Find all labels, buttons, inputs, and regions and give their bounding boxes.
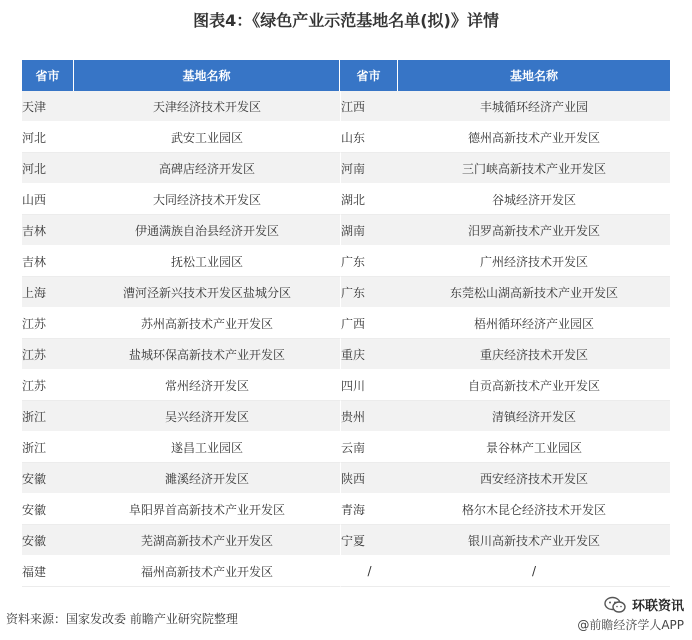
cell-province: 天津 <box>22 91 74 122</box>
cell-base-name-2: 三门峡高新技术产业开发区 <box>398 153 670 184</box>
cell-province-2: 广东 <box>340 277 398 308</box>
cell-province-2: 江西 <box>340 91 398 122</box>
table-row <box>22 277 670 308</box>
cell-province-2: 青海 <box>340 494 398 525</box>
page-title: 图表4：《绿色产业示范基地名单(拟)》详情 <box>193 11 499 30</box>
table-row <box>22 556 670 587</box>
brand-watermark <box>577 595 684 633</box>
cell-base-name: 盐城环保高新技术产业开发区 <box>74 339 340 370</box>
cell-base-name-2: 德州高新技术产业开发区 <box>398 122 670 153</box>
header-base-name-2: 基地名称 <box>398 60 670 91</box>
cell-base-name: 高碑店经济开发区 <box>74 153 340 184</box>
cell-base-name: 苏州高新技术产业开发区 <box>74 308 340 339</box>
table-row <box>22 463 670 494</box>
table-row <box>22 122 670 153</box>
table-header-row <box>22 60 670 91</box>
cell-province-2: 山东 <box>340 122 398 153</box>
cell-province: 浙江 <box>22 401 74 432</box>
cell-base-name-2: 清镇经济开发区 <box>398 401 670 432</box>
table-row <box>22 432 670 463</box>
cell-province: 上海 <box>22 277 74 308</box>
cell-province: 江苏 <box>22 339 74 370</box>
brand-account <box>577 595 684 614</box>
cell-province-2: 广西 <box>340 308 398 339</box>
table-row <box>22 401 670 432</box>
cell-province-2: 四川 <box>340 370 398 401</box>
cell-province: 河北 <box>22 153 74 184</box>
cell-base-name-2: 谷城经济开发区 <box>398 184 670 215</box>
cell-province: 浙江 <box>22 432 74 463</box>
table-body <box>22 91 670 587</box>
cell-province-2: 宁夏 <box>340 525 398 556</box>
cell-base-name-2: 景谷林产工业园区 <box>398 432 670 463</box>
cell-base-name: 天津经济技术开发区 <box>74 91 340 122</box>
cell-base-name-2: 自贡高新技术产业开发区 <box>398 370 670 401</box>
cell-province-2: 陕西 <box>340 463 398 494</box>
cell-base-name: 漕河泾新兴技术开发区盐城分区 <box>74 277 340 308</box>
cell-province-2: 广东 <box>340 246 398 277</box>
cell-province-2: 贵州 <box>340 401 398 432</box>
cell-base-name-2: 东莞松山湖高新技术产业开发区 <box>398 277 670 308</box>
cell-province-2: 重庆 <box>340 339 398 370</box>
brand-app: @前瞻经济学人APP <box>577 618 684 632</box>
cell-province-2: / <box>340 556 398 587</box>
cell-base-name: 芜湖高新技术产业开发区 <box>74 525 340 556</box>
cell-province: 安徽 <box>22 494 74 525</box>
cell-base-name: 吴兴经济开发区 <box>74 401 340 432</box>
cell-base-name-2: 汨罗高新技术产业开发区 <box>398 215 670 246</box>
cell-province: 安徽 <box>22 525 74 556</box>
source-note: 资料来源：国家发改委 前瞻产业研究院整理 <box>6 612 238 626</box>
cell-province-2: 云南 <box>340 432 398 463</box>
cell-province: 福建 <box>22 556 74 587</box>
cell-base-name-2: 西安经济技术开发区 <box>398 463 670 494</box>
cell-base-name: 抚松工业园区 <box>74 246 340 277</box>
cell-province: 江苏 <box>22 308 74 339</box>
cell-province: 安徽 <box>22 463 74 494</box>
cell-base-name-2: 丰城循环经济产业园 <box>398 91 670 122</box>
cell-province-2: 湖南 <box>340 215 398 246</box>
cell-province: 吉林 <box>22 215 74 246</box>
cell-base-name: 武安工业园区 <box>74 122 340 153</box>
header-province-2: 省市 <box>340 60 398 91</box>
cell-province: 河北 <box>22 122 74 153</box>
cell-base-name: 伊通满族自治县经济开发区 <box>74 215 340 246</box>
cell-province: 吉林 <box>22 246 74 277</box>
cell-base-name-2: 格尔木昆仑经济技术开发区 <box>398 494 670 525</box>
cell-base-name-2: 银川高新技术产业开发区 <box>398 525 670 556</box>
wechat-icon <box>604 596 626 614</box>
cell-base-name: 大同经济技术开发区 <box>74 184 340 215</box>
table-row <box>22 494 670 525</box>
cell-province-2: 湖北 <box>340 184 398 215</box>
cell-base-name: 遂昌工业园区 <box>74 432 340 463</box>
table-row <box>22 370 670 401</box>
table-row <box>22 339 670 370</box>
cell-province-2: 河南 <box>340 153 398 184</box>
table-row <box>22 525 670 556</box>
header-province: 省市 <box>22 60 74 91</box>
cell-base-name-2: 重庆经济技术开发区 <box>398 339 670 370</box>
base-list-table <box>22 60 670 587</box>
cell-base-name: 阜阳界首高新技术产业开发区 <box>74 494 340 525</box>
table-row <box>22 184 670 215</box>
cell-base-name-2: 广州经济技术开发区 <box>398 246 670 277</box>
cell-base-name: 濉溪经济开发区 <box>74 463 340 494</box>
table-row <box>22 91 670 122</box>
table-row <box>22 153 670 184</box>
cell-province: 江苏 <box>22 370 74 401</box>
cell-base-name-2: / <box>398 556 670 587</box>
cell-base-name-2: 梧州循环经济产业园区 <box>398 308 670 339</box>
cell-base-name: 常州经济开发区 <box>74 370 340 401</box>
table-row <box>22 308 670 339</box>
cell-province: 山西 <box>22 184 74 215</box>
table-row <box>22 246 670 277</box>
header-base-name: 基地名称 <box>74 60 340 91</box>
table-row <box>22 215 670 246</box>
brand-account-name: 环联资讯 <box>631 599 684 614</box>
cell-base-name: 福州高新技术产业开发区 <box>74 556 340 587</box>
